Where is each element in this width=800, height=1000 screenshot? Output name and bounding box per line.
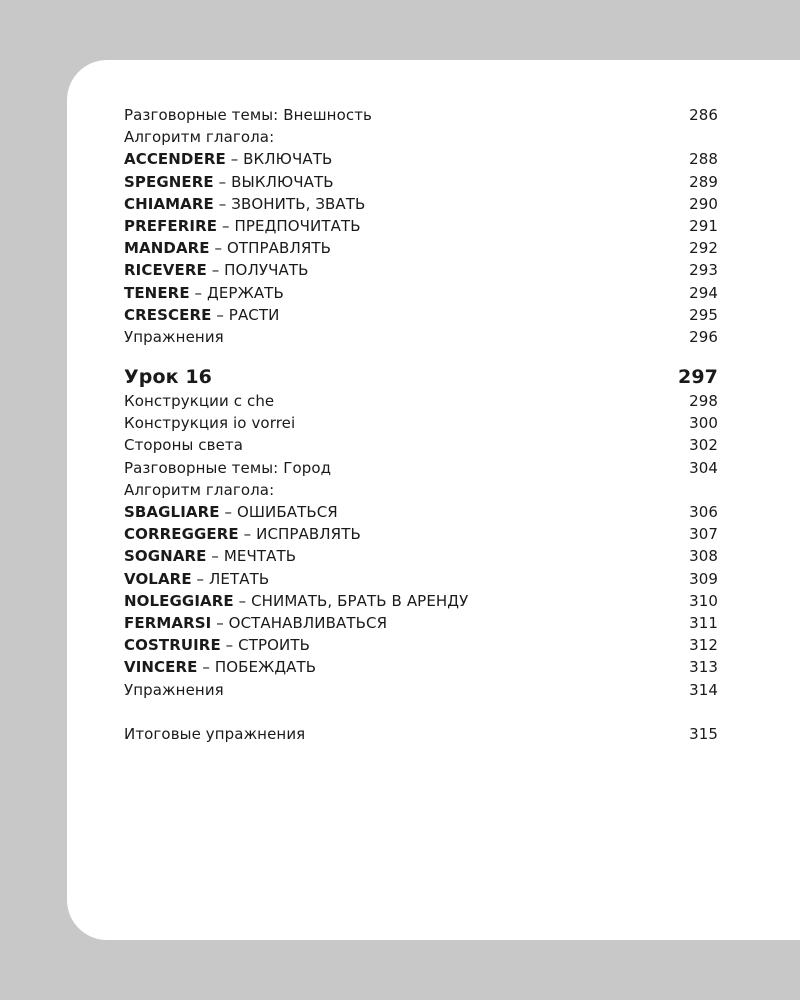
verb-name: MANDARE xyxy=(124,239,210,258)
verb-name: TENERE xyxy=(124,283,190,302)
toc-verb-entry[interactable] xyxy=(124,171,718,193)
toc-entry-title: Упражнения xyxy=(124,327,224,346)
toc-entry-page: 290 xyxy=(689,194,718,213)
toc-entry-page: 300 xyxy=(689,414,718,433)
toc-entry[interactable] xyxy=(124,390,718,412)
toc-entry-title: Алгоритм глагола: xyxy=(124,480,275,499)
verb-name: NOLEGGIARE xyxy=(124,591,234,610)
verb-translation: – ИСПРАВЛЯТЬ xyxy=(238,525,361,544)
verb-name: VOLARE xyxy=(124,569,192,588)
toc-entry-page: 312 xyxy=(689,636,718,655)
toc-entry-page: 309 xyxy=(689,569,718,588)
verb-translation: – ОСТАНАВЛИВАТЬСЯ xyxy=(211,613,388,632)
toc-entry-page: 293 xyxy=(689,261,718,280)
verb-translation: – СТРОИТЬ xyxy=(220,636,311,655)
toc-verb-entry[interactable] xyxy=(124,545,718,567)
toc-entry-page: 307 xyxy=(689,525,718,544)
toc-entry[interactable] xyxy=(124,326,718,348)
toc-verb-entry[interactable] xyxy=(124,612,718,634)
verb-name: SOGNARE xyxy=(124,547,207,566)
toc-entry-page: 289 xyxy=(689,172,718,191)
lesson-heading[interactable] xyxy=(124,364,718,390)
toc-entry-title: Упражнения xyxy=(124,680,224,699)
toc-verb-entry[interactable] xyxy=(124,282,718,304)
toc-entry-page: 310 xyxy=(689,591,718,610)
toc-entry-title: Стороны света xyxy=(124,436,244,455)
toc-entry-title: Разговорные темы: Внешность xyxy=(124,106,372,124)
verb-translation: – ЗВОНИТЬ, ЗВАТЬ xyxy=(213,194,366,213)
verb-translation: – ОШИБАТЬСЯ xyxy=(219,503,338,521)
toc-entry-page: 311 xyxy=(689,613,718,632)
lesson-title: Урок 16 xyxy=(124,366,212,389)
toc-entry-page: 294 xyxy=(689,283,718,302)
verb-name: ACCENDERE xyxy=(124,150,226,169)
toc-entry-page: 314 xyxy=(689,680,718,699)
verb-name: CHIAMARE xyxy=(124,194,214,213)
toc-entry-page: 295 xyxy=(689,305,718,324)
toc-verb-entry[interactable] xyxy=(124,259,718,281)
toc-entry-title: Разговорные темы: Город xyxy=(124,458,332,477)
verb-translation: – РАСТИ xyxy=(211,305,280,324)
toc-entry-title: Алгоритм глагола: xyxy=(124,128,275,147)
verb-name: COSTRUIRE xyxy=(124,636,221,655)
verb-name: RICEVERE xyxy=(124,261,207,280)
toc-verb-entry[interactable] xyxy=(124,215,718,237)
toc-entry-title: Конструкция io vorrei xyxy=(124,414,296,433)
toc-entry-page: 306 xyxy=(689,503,718,521)
verb-name: VINCERE xyxy=(124,658,198,677)
toc-entry-page: 313 xyxy=(689,658,718,677)
toc-entry[interactable] xyxy=(124,104,718,126)
toc-entry-page: 291 xyxy=(689,216,718,235)
verb-translation: – ВЫКЛЮЧАТЬ xyxy=(213,172,334,191)
lesson-page: 297 xyxy=(678,366,718,389)
verb-name: FERMARSI xyxy=(124,613,212,632)
toc-entry-page: 304 xyxy=(689,458,718,477)
toc-entry-page: 302 xyxy=(689,436,718,455)
verb-name: SBAGLIARE xyxy=(124,503,220,521)
toc-entry[interactable] xyxy=(124,434,718,456)
verb-translation: – ПРЕДПОЧИТАТЬ xyxy=(217,216,361,235)
toc-entry-page: 308 xyxy=(689,547,718,566)
toc-verb-entry[interactable] xyxy=(124,568,718,590)
verb-translation: – ОТПРАВЛЯТЬ xyxy=(209,239,331,258)
table-of-contents xyxy=(124,104,718,745)
toc-final-entry[interactable] xyxy=(124,723,718,745)
toc-entry-title: Конструкции с che xyxy=(124,392,275,411)
verb-translation: – ПОБЕЖДАТЬ xyxy=(197,658,317,677)
verb-name: CRESCERE xyxy=(124,305,212,324)
verb-translation: – ПОЛУЧАТЬ xyxy=(206,261,309,280)
verb-translation: – ЛЕТАТЬ xyxy=(191,569,270,588)
toc-entry-page: 298 xyxy=(689,392,718,411)
verb-translation: – МЕЧТАТЬ xyxy=(206,547,297,566)
toc-entry[interactable] xyxy=(124,679,718,701)
toc-verb-entry[interactable] xyxy=(124,523,718,545)
verb-name: PREFERIRE xyxy=(124,216,218,235)
toc-entry-page: 315 xyxy=(689,724,718,743)
toc-verb-entry[interactable] xyxy=(124,656,718,678)
toc-verb-entry[interactable] xyxy=(124,590,718,612)
toc-verb-entry[interactable] xyxy=(124,193,718,215)
toc-verb-entry[interactable] xyxy=(124,501,718,523)
toc-entry xyxy=(124,126,718,148)
toc-entry-page: 296 xyxy=(689,327,718,346)
verb-translation: – ВКЛЮЧАТЬ xyxy=(225,150,333,169)
toc-verb-entry[interactable] xyxy=(124,634,718,656)
toc-entry-title: Итоговые упражнения xyxy=(124,724,306,743)
toc-entry xyxy=(124,479,718,501)
toc-entry[interactable] xyxy=(124,412,718,434)
toc-verb-entry[interactable] xyxy=(124,304,718,326)
verb-name: CORREGGERE xyxy=(124,525,239,544)
toc-entry-page: 286 xyxy=(689,106,718,124)
toc-verb-entry[interactable] xyxy=(124,148,718,170)
toc-verb-entry[interactable] xyxy=(124,237,718,259)
verb-translation: – ДЕРЖАТЬ xyxy=(189,283,284,302)
toc-entry-page: 292 xyxy=(689,239,718,258)
verb-name: SPEGNERE xyxy=(124,172,214,191)
toc-entry-page: 288 xyxy=(689,150,718,169)
toc-entry[interactable] xyxy=(124,457,718,479)
verb-translation: – СНИМАТЬ, БРАТЬ В АРЕНДУ xyxy=(233,591,469,610)
